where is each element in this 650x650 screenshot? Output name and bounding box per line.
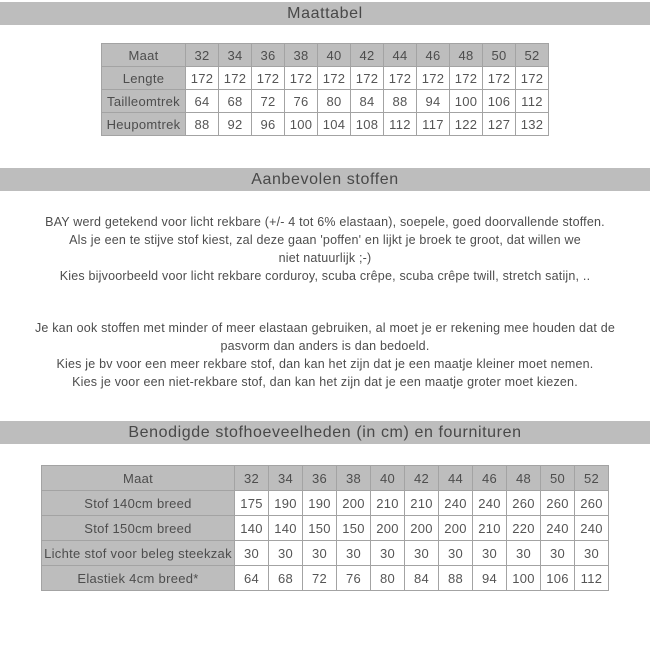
row-label: Elastiek 4cm breed* <box>42 566 235 591</box>
size-header-cell: 52 <box>516 44 549 67</box>
value-cell: 172 <box>516 67 549 90</box>
value-cell: 96 <box>252 113 285 136</box>
text-line: BAY werd getekend voor licht rekbare (+/- 4 tot 6% elastaan), soepele, goed doorvallende stoffen. <box>45 215 605 229</box>
value-cell: 190 <box>269 491 303 516</box>
value-cell: 92 <box>219 113 252 136</box>
section-title: Benodigde stofhoeveelheden (in cm) en fournituren <box>128 423 522 441</box>
value-cell: 108 <box>351 113 384 136</box>
text-line: Kies bijvoorbeeld voor licht rekbare corduroy, scuba crêpe, scuba crêpe twill, stretch satijn, .. <box>59 269 591 283</box>
size-header-cell: 46 <box>473 466 507 491</box>
value-cell: 68 <box>219 90 252 113</box>
section-title: Maattabel <box>287 4 363 22</box>
value-cell: 175 <box>235 491 269 516</box>
size-header-cell: 40 <box>318 44 351 67</box>
value-cell: 200 <box>337 491 371 516</box>
value-cell: 88 <box>186 113 219 136</box>
value-cell: 100 <box>450 90 483 113</box>
row-label: Stof 140cm breed <box>42 491 235 516</box>
value-cell: 172 <box>252 67 285 90</box>
row-label: Lengte <box>102 67 186 90</box>
value-cell: 76 <box>285 90 318 113</box>
size-header-cell: 44 <box>439 466 473 491</box>
size-header-cell: 50 <box>541 466 575 491</box>
size-header-cell: 50 <box>483 44 516 67</box>
value-cell: 64 <box>186 90 219 113</box>
text-line: Je kan ook stoffen met minder of meer elastaan gebruiken, al moet je er rekening mee houden dat de <box>34 321 616 335</box>
size-header-cell: 36 <box>303 466 337 491</box>
table-row <box>42 516 609 541</box>
text-line: Als je een te stijve stof kiest, zal deze gaan 'poffen' en lijkt je broek te groot, dat willen we <box>69 233 581 247</box>
size-header-cell: 38 <box>285 44 318 67</box>
table-header-row <box>42 466 609 491</box>
value-cell: 117 <box>417 113 450 136</box>
size-header-cell: 34 <box>269 466 303 491</box>
value-cell: 64 <box>235 566 269 591</box>
value-cell: 132 <box>516 113 549 136</box>
value-cell: 172 <box>384 67 417 90</box>
value-cell: 30 <box>473 541 507 566</box>
table-row <box>102 90 549 113</box>
size-header-cell: 38 <box>337 466 371 491</box>
value-cell: 94 <box>473 566 507 591</box>
value-cell: 88 <box>384 90 417 113</box>
section-header-benodigde-stofhoeveelheden <box>0 421 650 444</box>
table-header-row <box>102 44 549 67</box>
value-cell: 260 <box>575 491 609 516</box>
size-chart-table <box>101 43 549 136</box>
size-header-cell: 40 <box>371 466 405 491</box>
value-cell: 172 <box>417 67 450 90</box>
text-line: Kies je voor een niet-rekbare stof, dan kan het zijn dat je een maatje groter moet kiezen. <box>72 375 578 389</box>
value-cell: 172 <box>186 67 219 90</box>
fabric-requirements-table <box>41 465 609 591</box>
size-header-cell: 42 <box>405 466 439 491</box>
table-row <box>102 67 549 90</box>
value-cell: 88 <box>439 566 473 591</box>
value-cell: 112 <box>516 90 549 113</box>
value-cell: 30 <box>337 541 371 566</box>
value-cell: 140 <box>269 516 303 541</box>
table-row <box>42 491 609 516</box>
section-title: Aanbevolen stoffen <box>251 170 399 188</box>
row-label: Stof 150cm breed <box>42 516 235 541</box>
value-cell: 240 <box>575 516 609 541</box>
table-row <box>42 566 609 591</box>
size-header-cell: 32 <box>186 44 219 67</box>
value-cell: 210 <box>371 491 405 516</box>
value-cell: 210 <box>405 491 439 516</box>
value-cell: 80 <box>371 566 405 591</box>
value-cell: 172 <box>219 67 252 90</box>
value-cell: 260 <box>507 491 541 516</box>
value-cell: 30 <box>439 541 473 566</box>
value-cell: 30 <box>371 541 405 566</box>
text-line: Kies je bv voor een meer rekbare stof, dan kan het zijn dat je een maatje kleiner moet nemen. <box>56 357 594 371</box>
value-cell: 260 <box>541 491 575 516</box>
text-line: niet natuurlijk ;-) <box>278 251 372 265</box>
size-header-cell: 48 <box>450 44 483 67</box>
value-cell: 30 <box>235 541 269 566</box>
fabric-advice-paragraph-1 <box>0 213 650 285</box>
row-label: Lichte stof voor beleg steekzak <box>42 541 235 566</box>
value-cell: 220 <box>507 516 541 541</box>
value-cell: 172 <box>318 67 351 90</box>
value-cell: 84 <box>405 566 439 591</box>
table-row <box>42 541 609 566</box>
size-header-label: Maat <box>42 466 235 491</box>
value-cell: 106 <box>483 90 516 113</box>
size-header-cell: 34 <box>219 44 252 67</box>
value-cell: 100 <box>285 113 318 136</box>
value-cell: 190 <box>303 491 337 516</box>
table-row <box>102 113 549 136</box>
value-cell: 200 <box>371 516 405 541</box>
size-header-label: Maat <box>102 44 186 67</box>
value-cell: 94 <box>417 90 450 113</box>
section-header-maattabel <box>0 2 650 25</box>
value-cell: 150 <box>303 516 337 541</box>
value-cell: 84 <box>351 90 384 113</box>
value-cell: 172 <box>285 67 318 90</box>
value-cell: 30 <box>541 541 575 566</box>
value-cell: 104 <box>318 113 351 136</box>
value-cell: 30 <box>303 541 337 566</box>
value-cell: 150 <box>337 516 371 541</box>
value-cell: 72 <box>303 566 337 591</box>
value-cell: 106 <box>541 566 575 591</box>
value-cell: 140 <box>235 516 269 541</box>
fabric-advice-paragraph-2 <box>0 319 650 391</box>
value-cell: 80 <box>318 90 351 113</box>
size-header-cell: 44 <box>384 44 417 67</box>
size-header-cell: 32 <box>235 466 269 491</box>
value-cell: 30 <box>575 541 609 566</box>
value-cell: 172 <box>483 67 516 90</box>
size-header-cell: 52 <box>575 466 609 491</box>
size-header-cell: 46 <box>417 44 450 67</box>
value-cell: 240 <box>541 516 575 541</box>
value-cell: 172 <box>450 67 483 90</box>
value-cell: 240 <box>439 491 473 516</box>
size-header-cell: 42 <box>351 44 384 67</box>
value-cell: 72 <box>252 90 285 113</box>
value-cell: 172 <box>351 67 384 90</box>
value-cell: 127 <box>483 113 516 136</box>
value-cell: 76 <box>337 566 371 591</box>
value-cell: 30 <box>269 541 303 566</box>
row-label: Heupomtrek <box>102 113 186 136</box>
row-label: Tailleomtrek <box>102 90 186 113</box>
text-line: pasvorm dan anders is dan bedoeld. <box>220 339 430 353</box>
value-cell: 68 <box>269 566 303 591</box>
size-header-cell: 36 <box>252 44 285 67</box>
size-header-cell: 48 <box>507 466 541 491</box>
value-cell: 100 <box>507 566 541 591</box>
value-cell: 112 <box>384 113 417 136</box>
value-cell: 200 <box>405 516 439 541</box>
value-cell: 210 <box>473 516 507 541</box>
value-cell: 240 <box>473 491 507 516</box>
value-cell: 122 <box>450 113 483 136</box>
value-cell: 112 <box>575 566 609 591</box>
value-cell: 200 <box>439 516 473 541</box>
value-cell: 30 <box>507 541 541 566</box>
value-cell: 30 <box>405 541 439 566</box>
section-header-aanbevolen-stoffen <box>0 168 650 191</box>
